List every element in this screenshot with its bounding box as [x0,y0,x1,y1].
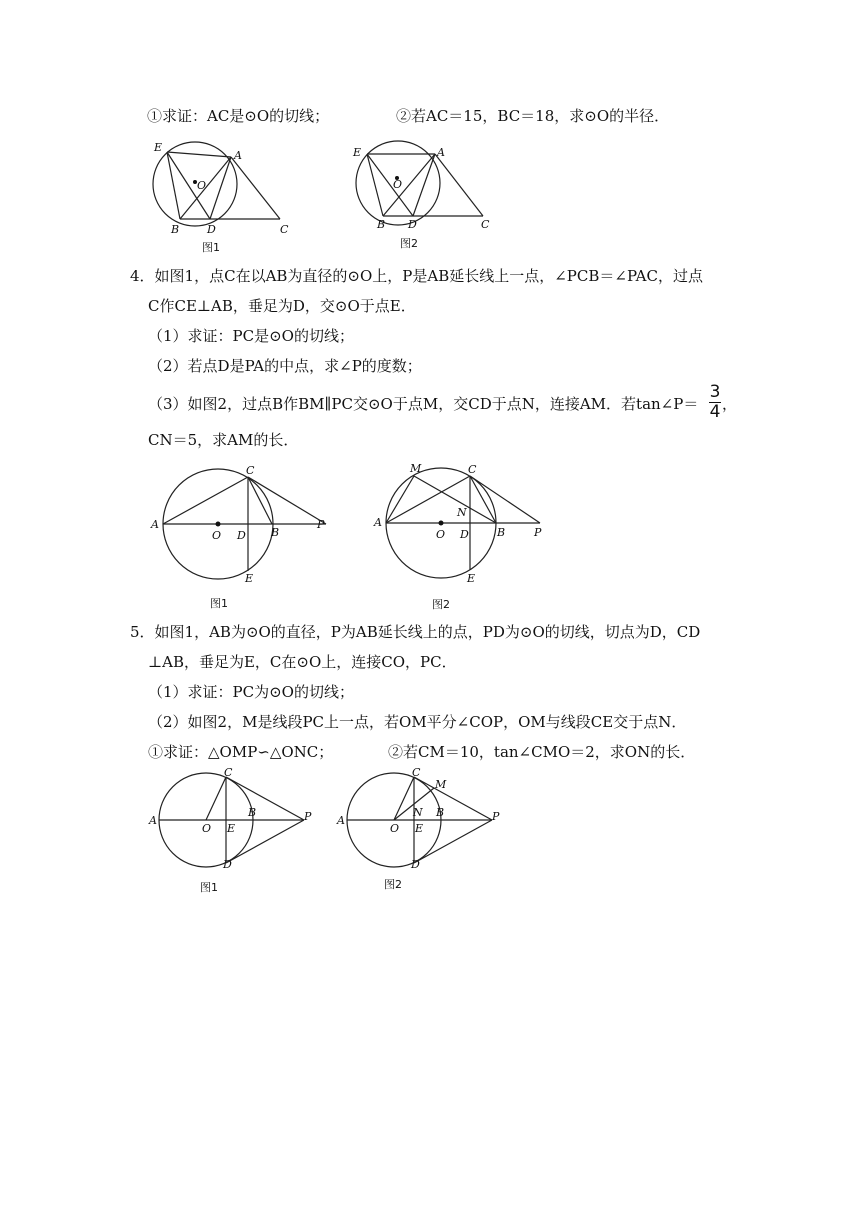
label-O: O [212,529,222,542]
caption: 图1 [202,241,220,254]
label-N: N [413,806,423,819]
caption: 图1 [200,881,218,894]
label-B: B [377,218,386,231]
caption: 图1 [210,597,228,610]
label-M: M [410,462,422,475]
label-A: A [374,516,382,529]
label-B: B [248,806,257,819]
fraction-numerator: 3 [709,382,721,402]
q4-part3: （3）如图2，过点B作BM∥PC交⊙O于点M，交CD于点N，连接AM．若tan∠P＝ [148,395,699,413]
q5-figure-2 [336,764,516,894]
q5-line2: ⊥AB，垂足为E，C在⊙O上，连接CO，PC． [148,653,457,671]
label-O: O [393,178,403,191]
q3-figure-2 [345,130,515,252]
label-P: P [492,810,500,823]
fraction-denominator: 4 [709,402,721,422]
caption: 图2 [432,598,450,611]
q3-sub2: ②若AC＝15，BC＝18，求⊙O的半径． [396,107,670,125]
label-E: E [467,572,476,585]
label-E: E [353,146,362,159]
caption: 图2 [400,237,418,250]
q5-sub2: ②若CM＝10，tan∠CMO＝2，求ON的长． [388,743,696,761]
caption: 图2 [384,878,402,891]
label-A: A [437,146,445,159]
q4-line2: C作CE⊥AB，垂足为D，交⊙O于点E． [148,297,416,315]
q5-line1: 5．如图1，AB为⊙O的直径，P为AB延长线上的点，PD为⊙O的切线，切点为D，CD [130,623,701,641]
label-O: O [202,822,212,835]
label-C: C [280,223,289,236]
label-D: D [207,223,216,236]
label-D: D [237,529,246,542]
q3-sub1: ①求证：AC是⊙O的切线； [147,107,330,125]
label-N: N [457,506,467,519]
label-A: A [149,814,157,827]
label-E: E [245,572,254,585]
q5-sub1: ①求证：△OMP∽△ONC； [148,743,334,761]
label-B: B [171,223,180,236]
label-C: C [224,766,233,779]
label-O: O [197,179,207,192]
q4-part3-cont: CN＝5，求AM的长． [148,431,299,449]
q5-part1: （1）求证：PC为⊙O的切线； [148,683,354,701]
label-C: C [246,464,255,477]
q5-part2: （2）如图2，M是线段PC上一点，若OM平分∠COP，OM与线段CE交于点N． [148,713,687,731]
label-E: E [154,141,163,154]
label-O: O [390,822,400,835]
label-C: C [481,218,490,231]
label-B: B [271,526,280,539]
q4-frac-comma: ， [722,395,738,413]
q4-line1: 4．如图1，点C在以AB为直径的⊙O上，P是AB延长线上一点，∠PCB＝∠PAC，过点 [130,267,703,285]
q4-part2: （2）若点D是PA的中点，求∠P的度数； [148,357,422,375]
label-D: D [408,218,417,231]
label-D: D [460,528,469,541]
q4-part1: （1）求证：PC是⊙O的切线； [148,327,354,345]
label-P: P [317,518,325,531]
label-B: B [436,806,445,819]
q4-figure-2 [372,458,562,613]
label-A: A [337,814,345,827]
label-E: E [227,822,236,835]
label-E: E [415,822,424,835]
label-M: M [435,778,447,791]
q5-figure-1 [148,764,328,896]
label-C: C [468,463,477,476]
label-D: D [411,858,420,871]
label-D: D [223,858,232,871]
q3-figure-1 [140,135,310,255]
label-O: O [436,528,446,541]
q4-figure-1 [148,462,338,612]
label-B: B [497,526,506,539]
label-A: A [234,149,242,162]
label-C: C [412,766,421,779]
label-P: P [304,810,312,823]
label-A: A [151,518,159,531]
label-P: P [534,526,542,539]
